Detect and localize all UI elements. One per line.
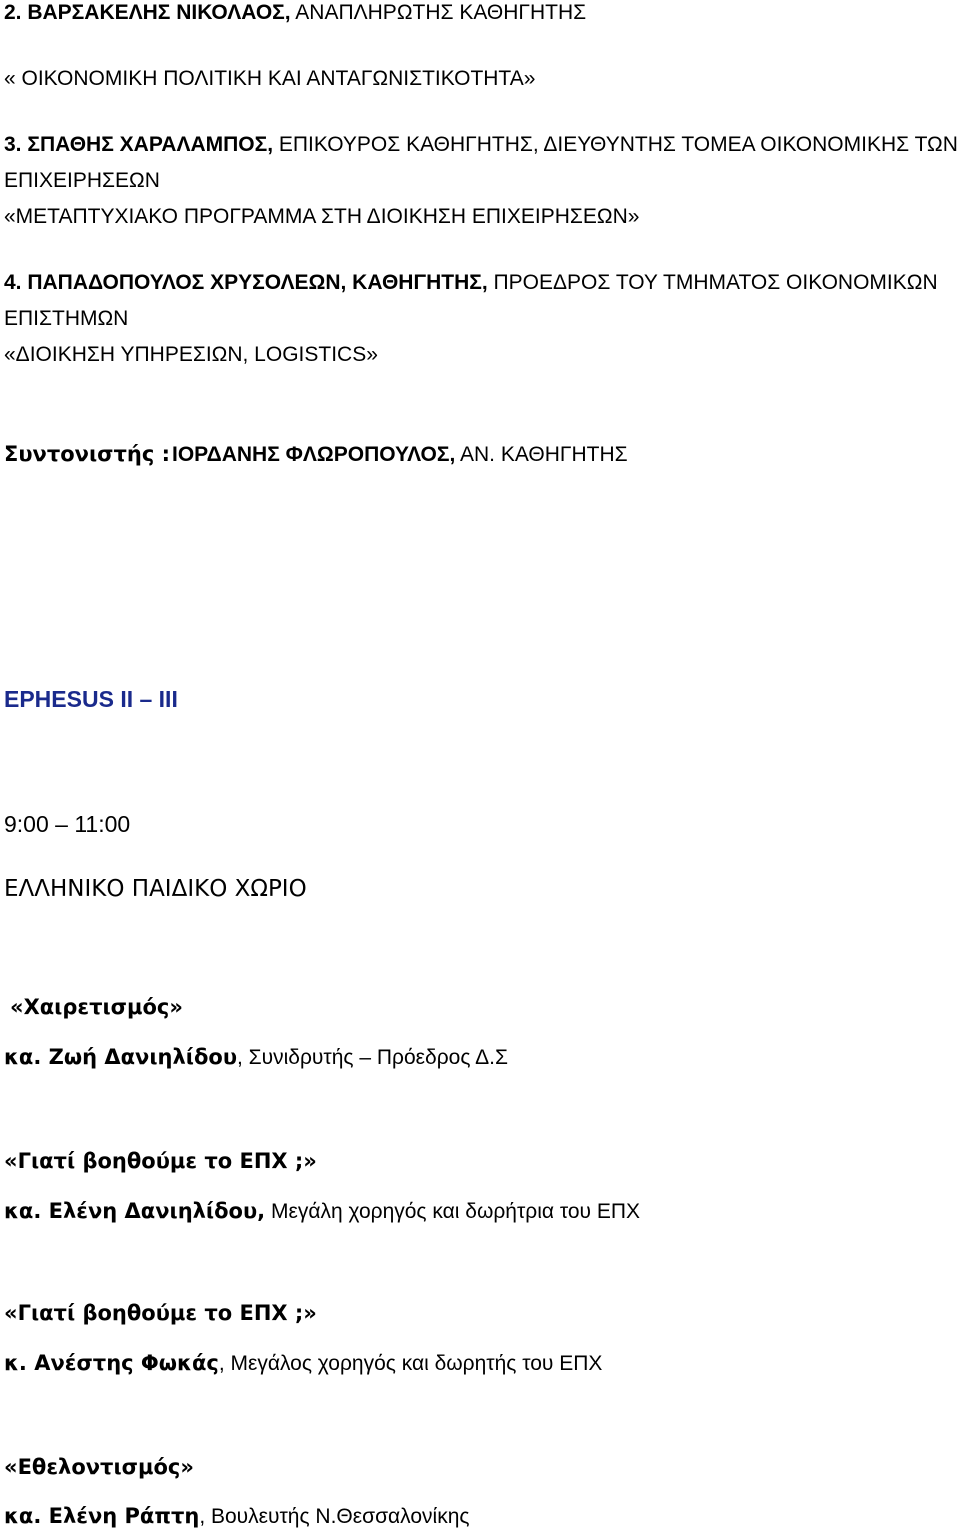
speaker-name: κ. Ανέστης Φωκάς	[4, 1351, 219, 1375]
speaker-3-topic: «ΜΕΤΑΠΤΥΧΙΑΚΟ ΠΡΟΓΡΑΜΜΑ ΣΤΗ ΔΙΟΙΚΗΣΗ ΕΠΙΧΕΙΡΗΣΕΩΝ»	[4, 205, 640, 228]
speaker-title: ΑΝΑΠΛΗΡΩΤΗΣ ΚΑΘΗΓΗΤΗΣ	[290, 1, 587, 24]
talk-1-topic: «Χαιρετισμός»	[10, 995, 183, 1019]
speaker-name: 4. ΠΑΠΑΔΟΠΟΥΛΟΣ ΧΡΥΣΟΛΕΩΝ, ΚΑΘΗΓΗΤΗΣ,	[4, 271, 488, 294]
talk-3-topic: «Γιατί βοηθούμε το ΕΠΧ ;»	[4, 1301, 317, 1325]
speaker-name: κα. Ζωή Δανιηλίδου	[4, 1045, 237, 1069]
speaker-role: , Μεγάλος χορηγός και δωρητής του ΕΠΧ	[218, 1352, 603, 1375]
speaker-3-title-cont: ΕΠΙΧΕΙΡΗΣΕΩΝ	[4, 169, 160, 192]
coordinator-label: Συντονιστής :	[4, 442, 171, 466]
speaker-4	[4, 270, 938, 296]
speaker-role: , Συνιδρυτής – Πρόεδρος Δ.Σ	[237, 1046, 508, 1069]
speaker-2	[4, 0, 586, 26]
session-time: 9:00 – 11:00	[4, 811, 131, 837]
speaker-role: , Βουλευτής Ν.Θεσσαλονίκης	[199, 1505, 470, 1528]
talk-4-speaker	[4, 1503, 470, 1530]
coordinator-title: ΑΝ. ΚΑΘΗΓΗΤΗΣ	[455, 443, 628, 466]
speaker-name: 3. ΣΠΑΘΗΣ ΧΑΡΑΛΑΜΠΟΣ,	[4, 133, 274, 156]
talk-3-speaker	[4, 1350, 602, 1377]
talk-2-speaker	[4, 1198, 640, 1225]
speaker-name: κα. Ελένη Δανιηλίδου,	[4, 1199, 266, 1223]
speaker-4-title-cont: ΕΠΙΣΤΗΜΩΝ	[4, 307, 129, 330]
talk-1-speaker	[4, 1044, 508, 1071]
speaker-role: Μεγάλη χορηγός και δωρήτρια του ΕΠΧ	[265, 1200, 641, 1223]
talk-4-topic: «Εθελοντισμός»	[4, 1455, 194, 1479]
coordinator-line	[4, 441, 628, 468]
speaker-2-topic: « ΟΙΚΟΝΟΜΙΚΗ ΠΟΛΙΤΙΚΗ ΚΑΙ ΑΝΤΑΓΩΝΙΣΤΙΚΟΤΗΤΑ»	[4, 67, 536, 90]
speaker-title: ΕΠΙΚΟΥΡΟΣ ΚΑΘΗΓΗΤΗΣ, ΔΙΕΥΘΥΝΤΗΣ ΤΟΜΕΑ ΟΙΚΟΝΟΜΙΚΗΣ ΤΩΝ	[273, 133, 958, 156]
speaker-3	[4, 132, 958, 158]
speaker-name: κα. Ελένη Ράπτη	[4, 1504, 200, 1528]
speaker-title: ΠΡΟΕΔΡΟΣ ΤΟΥ ΤΜΗΜΑΤΟΣ ΟΙΚΟΝΟΜΙΚΩΝ	[487, 271, 938, 294]
speaker-4-topic: «ΔΙΟΙΚΗΣΗ ΥΠΗΡΕΣΙΩΝ, LOGISTICS»	[4, 343, 378, 366]
speaker-name: 2. ΒΑΡΣΑΚΕΛΗΣ ΝΙΚΟΛΑΟΣ,	[4, 1, 291, 24]
coordinator-name: ΙΟΡΔΑΝΗΣ ΦΛΩΡΟΠΟΥΛΟΣ,	[172, 443, 456, 466]
session-room: EPHESUS II – III	[4, 686, 178, 712]
session-name: ΕΛΛΗΝΙΚΟ ΠΑΙΔΙΚΟ ΧΩΡΙΟ	[4, 876, 307, 902]
talk-2-topic: «Γιατί βοηθούμε το ΕΠΧ ;»	[4, 1149, 317, 1173]
